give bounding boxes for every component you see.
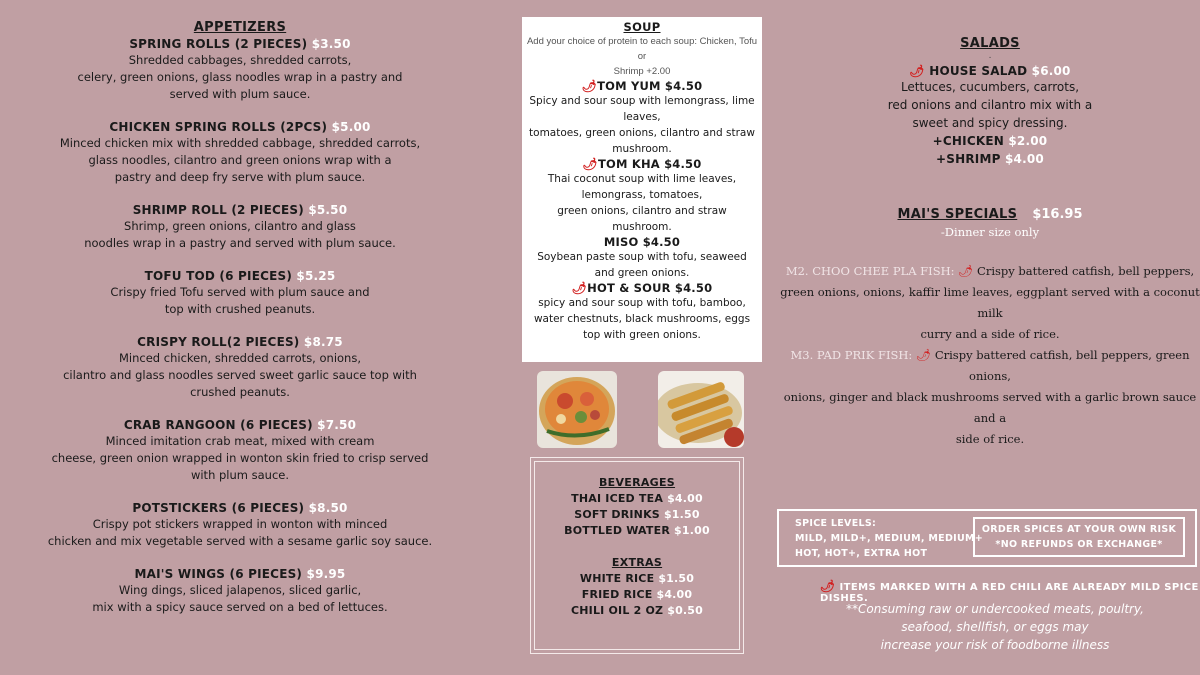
desc-line: Minced chicken, shredded carrots, onions, — [119, 351, 361, 365]
appetizer-desc — [10, 135, 470, 186]
beverages-price: $4.00 — [667, 492, 703, 505]
house-salad-name: HOUSE SALAD — [929, 64, 1028, 78]
extras-price: $4.00 — [656, 588, 693, 601]
appetizer-price: $3.50 — [311, 37, 351, 51]
desc-line: green onions, cilantro and straw — [557, 205, 727, 217]
beverages-extras-section — [530, 457, 744, 654]
beverages-item — [531, 491, 743, 507]
soup-photo — [537, 371, 617, 448]
appetizer-desc — [10, 582, 470, 616]
soup-name-row — [526, 235, 758, 249]
desc-line: tomatoes, green onions, cilantro and straw — [529, 127, 755, 139]
desc-line: sweet and spicy dressing. — [912, 116, 1068, 130]
extras-block — [531, 556, 743, 619]
beverages-item — [531, 523, 743, 539]
beverages-title: BEVERAGES — [598, 476, 676, 489]
appetizer-name-row — [10, 501, 470, 515]
desc-line: mushroom. — [612, 143, 672, 155]
appetizer-price: $9.95 — [306, 567, 346, 581]
extras-price: $1.50 — [658, 572, 695, 585]
appetizer-price: $8.75 — [303, 335, 343, 349]
appetizer-name-row — [10, 120, 470, 134]
beverages-item — [531, 507, 743, 523]
salads-dot: . — [988, 51, 992, 61]
specials-note: -Dinner size only — [940, 225, 1040, 239]
soup-name: HOT & SOUR $4.50 — [587, 281, 713, 295]
soup-note-line: Add your choice of protein to each soup: Chicken, Tofu or — [526, 36, 758, 62]
appetizer-name-row — [10, 418, 470, 432]
soup-name-row — [526, 281, 758, 295]
chili-pepper-icon: 🌶 — [582, 157, 598, 171]
appetizer-name: SHRIMP ROLL (2 PIECES) — [132, 203, 304, 217]
appetizer-name: CRISPY ROLL(2 PIECES) — [137, 335, 300, 349]
soup-list — [526, 79, 758, 343]
special-code: M3. PAD PRIK FISH: — [790, 348, 913, 362]
extras-name: WHITE RICE — [579, 572, 655, 585]
special-line: Crispy battered catfish, bell peppers, — [977, 264, 1195, 278]
beverages-name: SOFT DRINKS — [574, 508, 660, 521]
appetizer-name: TOFU TOD (6 PIECES) — [144, 269, 293, 283]
beverages-name: BOTTLED WATER — [564, 524, 671, 537]
desc-line: cheese, green onion wrapped in wonton skin fried to crisp served — [51, 451, 429, 465]
special-line: Crispy battered catfish, bell peppers, green onions, — [934, 348, 1190, 383]
special-m3 — [780, 345, 1200, 450]
desc-line: mix with a spicy sauce served on a bed of lettuces. — [92, 600, 388, 614]
spice-order-warning — [973, 517, 1185, 557]
beverages-price: $1.50 — [663, 508, 700, 521]
warning-line: **Consuming raw or undercooked meats, poultry, — [846, 602, 1144, 616]
appetizer-name: MAI'S WINGS (6 PIECES) — [134, 567, 303, 581]
desc-line: top with green onions. — [583, 329, 701, 341]
soup-name-row — [526, 79, 758, 93]
appetizer-price: $7.50 — [317, 418, 357, 432]
desc-line: Crispy fried Tofu served with plum sauce and — [110, 285, 370, 299]
desc-line: Crispy pot stickers wrapped in wonton with minced — [92, 517, 388, 531]
beverages-list — [531, 491, 743, 539]
special-line: side of rice. — [955, 432, 1025, 446]
house-salad — [780, 64, 1200, 78]
soup-desc — [526, 295, 758, 343]
appetizer-price: $8.50 — [308, 501, 348, 515]
soup-title: SOUP — [623, 20, 661, 34]
soup-note-line: Shrimp +2.00 — [613, 66, 671, 77]
desc-line: Spicy and sour soup with lemongrass, lime — [529, 95, 755, 107]
appetizer-item — [10, 418, 470, 484]
soup-desc — [526, 171, 758, 235]
desc-line: Soybean paste soup with tofu, seaweed — [537, 251, 747, 263]
spice-levels — [795, 516, 983, 561]
spring-roll-photo — [658, 371, 744, 448]
chili-pepper-icon: 🌶 — [820, 579, 836, 593]
extras-item — [531, 571, 743, 587]
appetizer-item — [10, 501, 470, 550]
soup-name-row — [526, 157, 758, 171]
house-salad-desc — [780, 78, 1200, 132]
spice-order-line: ORDER SPICES AT YOUR OWN RISK — [981, 524, 1177, 535]
desc-line: Minced chicken mix with shredded cabbage, shredded carrots, — [59, 136, 421, 150]
appetizer-price: $5.00 — [331, 120, 371, 134]
desc-line: Shrimp, green onions, cilantro and glass — [124, 219, 356, 233]
desc-line: Shredded cabbages, shredded carrots, — [128, 53, 352, 67]
appetizer-price: $5.50 — [308, 203, 348, 217]
addon-price: $2.00 — [1008, 134, 1048, 148]
addon-name: +SHRIMP — [936, 152, 1001, 166]
addon-name: +CHICKEN — [932, 134, 1004, 148]
appetizer-name-row — [10, 269, 470, 283]
desc-line: leaves, — [623, 111, 661, 123]
desc-line: noodles wrap in a pastry and served with plum sauce. — [84, 236, 396, 250]
desc-line: water chestnuts, black mushrooms, eggs — [533, 313, 751, 325]
appetizer-desc — [10, 350, 470, 401]
appetizer-desc — [10, 284, 470, 318]
beverages-price: $1.00 — [674, 524, 710, 537]
soup-bowl-image — [537, 371, 617, 448]
spice-levels-box — [777, 509, 1197, 567]
appetizers-section — [10, 20, 470, 633]
spice-levels-line: MILD, MILD+, MEDIUM, MEDIUM+ — [795, 533, 983, 544]
house-salad-price: $6.00 — [1031, 64, 1071, 78]
appetizer-name-row — [10, 335, 470, 349]
soup-section — [522, 17, 762, 362]
appetizer-name-row — [10, 203, 470, 217]
soup-desc — [526, 249, 758, 281]
appetizer-item — [10, 37, 470, 103]
food-safety-warning — [835, 600, 1155, 654]
desc-line: pastry and deep fry serve with plum sauce. — [114, 170, 366, 184]
specials-header — [780, 203, 1200, 222]
extras-item — [531, 603, 743, 619]
desc-line: served with plum sauce. — [169, 87, 311, 101]
addon-price: $4.00 — [1005, 152, 1044, 166]
chili-pepper-icon: 🌶 — [909, 64, 925, 78]
appetizer-name: SPRING ROLLS (2 PIECES) — [129, 37, 308, 51]
appetizer-name-row — [10, 567, 470, 581]
addon-shrimp — [780, 150, 1200, 168]
desc-line: with plum sauce. — [190, 468, 290, 482]
appetizer-desc — [10, 52, 470, 103]
appetizer-item — [10, 335, 470, 401]
spring-rolls-image — [658, 371, 744, 448]
extras-title: EXTRAS — [611, 556, 663, 569]
appetizer-name: CHICKEN SPRING ROLLS (2PCS) — [109, 120, 328, 134]
spice-levels-label: SPICE LEVELS: — [795, 518, 877, 529]
extras-price: $0.50 — [667, 604, 704, 617]
specials-title: MAI'S SPECIALS — [897, 207, 1018, 222]
desc-line: Minced imitation crab meat, mixed with cream — [105, 434, 375, 448]
special-line: onions, ginger and black mushrooms served with a garlic brown sauce and a — [783, 390, 1197, 425]
appetizer-name: POTSTICKERS (6 PIECES) — [132, 501, 305, 515]
spice-order-line: *NO REFUNDS OR EXCHANGE* — [995, 539, 1163, 550]
beverages-name: THAI ICED TEA — [571, 492, 664, 505]
desc-line: mushroom. — [612, 221, 672, 233]
extras-item — [531, 587, 743, 603]
desc-line: Wing dings, sliced jalapenos, sliced garlic, — [118, 583, 362, 597]
desc-line: red onions and cilantro mix with a — [887, 98, 1093, 112]
appetizer-item — [10, 567, 470, 616]
appetizer-item — [10, 269, 470, 318]
appetizer-name: CRAB RANGOON (6 PIECES) — [123, 418, 313, 432]
desc-line: Thai coconut soup with lime leaves, — [547, 173, 737, 185]
desc-line: crushed peanuts. — [190, 385, 290, 399]
desc-line: Lettuces, cucumbers, carrots, — [900, 80, 1080, 94]
extras-name: CHILI OIL 2 OZ — [570, 604, 664, 617]
warning-line: increase your risk of foodborne illness — [880, 638, 1110, 652]
desc-line: cilantro and glass noodles served sweet garlic sauce top with — [63, 368, 417, 382]
chili-pepper-icon: 🌶 — [571, 281, 588, 295]
chili-pepper-icon: 🌶 — [958, 264, 974, 278]
right-column — [780, 36, 1200, 450]
soup-note — [526, 34, 758, 79]
specials-price: $16.95 — [1032, 207, 1083, 222]
special-line: green onions, onions, kaffir lime leaves, eggplant served with a coconut milk — [780, 285, 1200, 320]
desc-line: celery, green onions, glass noodles wrap in a pastry and — [77, 70, 403, 84]
desc-line: top with crushed peanuts. — [164, 302, 316, 316]
extras-list — [531, 571, 743, 619]
desc-line: spicy and sour soup with tofu, bamboo, — [538, 297, 746, 309]
appetizer-price: $5.25 — [296, 269, 336, 283]
addon-chicken — [780, 132, 1200, 150]
soup-name: TOM KHA $4.50 — [597, 157, 702, 171]
desc-line: chicken and mix vegetable served with a sesame garlic soy sauce. — [47, 534, 433, 548]
appetizers-list — [10, 37, 470, 616]
appetizer-desc — [10, 433, 470, 484]
salads-title: SALADS — [960, 36, 1020, 51]
soup-name: MISO $4.50 — [603, 235, 681, 249]
spice-levels-line: HOT, HOT+, EXTRA HOT — [795, 548, 928, 559]
extras-name: FRIED RICE — [581, 588, 653, 601]
soup-desc — [526, 93, 758, 157]
chili-note-text: ITEMS MARKED WITH A RED CHILI ARE ALREADY MILD SPICE DISHES. — [820, 582, 1199, 604]
appetizer-item — [10, 120, 470, 186]
warning-line: seafood, shellfish, or eggs may — [901, 620, 1089, 634]
chili-pepper-icon: 🌶 — [581, 79, 598, 93]
appetizer-name-row — [10, 37, 470, 51]
special-line: curry and a side of rice. — [920, 327, 1060, 341]
desc-line: lemongrass, tomatoes, — [581, 189, 703, 201]
appetizers-title: APPETIZERS — [193, 20, 287, 35]
desc-line: glass noodles, cilantro and green onions wrap with a — [88, 153, 392, 167]
special-m2 — [780, 261, 1200, 345]
chili-pepper-icon: 🌶 — [915, 348, 932, 362]
appetizer-item — [10, 203, 470, 252]
appetizer-desc — [10, 218, 470, 252]
desc-line: and green onions. — [594, 267, 690, 279]
beverages-block — [531, 476, 743, 539]
special-code: M2. CHOO CHEE PLA FISH: — [785, 264, 955, 278]
appetizer-desc — [10, 516, 470, 550]
soup-name: TOM YUM $4.50 — [597, 79, 703, 93]
